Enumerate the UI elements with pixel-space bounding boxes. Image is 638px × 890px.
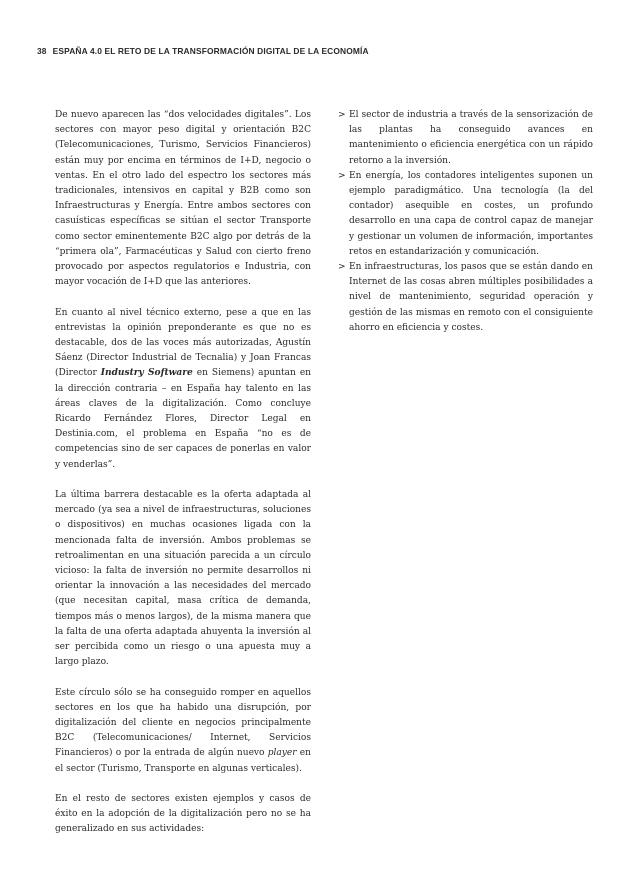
paragraph-nivel-tecnico: En cuanto al nivel técnico externo, pese a que en las entrevistas la opinión preponderante es que no es destacable, dos de las voces más autorizadas, Agustín Sáenz (Director Industrial de Tecnalia) y Joan Francas (Director Industry Software en Siemens) apuntan en la dirección contraria – en España hay talento en las áreas claves de la digitalización. Como concluye Ricardo Fernández Flores, Director Legal en Destinia.com, el problema en España “no es de competencias sino de ser capaces de ponerlas en valor y venderlas”. [55, 307, 311, 470]
paragraph-dos-velocidades: De nuevo aparecen las “dos velocidades digitales”. Los sectores con mayor peso digital y orientación B2C (Telecomunicaciones, Turismo, Servicios Financieros) están muy por encima en términos de I+D, negocio o ventas. En el otro lado del espectro los sectores más tradicionales, intensivos en capital y B2B como son Infraestructuras y Energía. Entre ambos sectores con casuísticas específicas se sitúan el sector Transporte como sector eminentemente B2C algo por detrás de la “primera ola”, Farmacéuticas y Salud con cierto freno provocado por aspectos regulatorios e Industria, con mayor vocación de I+D que las anteriores. [55, 110, 311, 288]
list-item-industria: > El sector de industria a través de la sensorización de las plantas ha conseguido avances en mantenimiento o eficiencia energética con un rápido retorno a la inversión. [338, 110, 593, 166]
list-item-infraestructuras: > En infraestructuras, los pasos que se están dando en Internet de las cosas abren múltiples posibilidades a nivel de mantenimiento, seguridad operación y gestión de las mismas en remoto con el consiguiente ahorro en eficiencia y costes. [338, 262, 593, 333]
paragraph-resto-sectores: En el resto de sectores existen ejemplos y casos de éxito en la adopción de la digitalización pero no se ha generalizado en sus actividades: [55, 794, 311, 835]
bullet-icon: > [338, 110, 346, 120]
sector-examples-list [338, 108, 593, 336]
list-item-energia: > En energía, los contadores inteligentes suponen un ejemplo paradigmático. Una tecnología (la del contador) asequible en costes, un profundo desarrollo en una capa de control capaz de manejar y gestionar un volumen de información, importantes retos en estandarización y comunicación. [338, 170, 593, 257]
industry-software-emphasis: Industry Software [100, 368, 193, 379]
page-number: 38 [37, 46, 47, 56]
bullet-icon: > [338, 170, 346, 181]
player-emphasis: player [267, 748, 297, 759]
paragraph-circulo: Este círculo sólo se ha conseguido romper en aquellos sectores en los que ha habido una disrupción, por digitalización del cliente en negocios principalmente B2C (Telecomunicaciones/ Internet, Servicios Financieros) o por la entrada de algún nuevo player en el sector (Turismo, Transporte en algunas verticales). [55, 687, 311, 774]
left-column [55, 108, 311, 853]
right-column [338, 108, 593, 336]
bullet-icon: > [338, 262, 346, 273]
paragraph-ultima-barrera: La última barrera destacable es la oferta adaptada al mercado (ya sea a nivel de infraestructuras, soluciones o dispositivos) en muchas ocasiones ligada con la mencionada falta de inversión. Ambos problemas se retroalimentan en una situación parecida a un círculo vicioso: la falta de inversión no permite desarrollos ni orientar la innovación a las necesidades del mercado (que necesitan capital, masa crítica de demanda, tiempos más o menos largos), de la misma manera que la falta de una oferta adaptada ahuyenta la inversión al ser percibida como un riesgo o una apuesta muy a largo plazo. [55, 490, 311, 668]
header-title: ESPAÑA 4.0 EL RETO DE LA TRANSFORMACIÓN DIGITAL DE LA ECONOMÍA [52, 46, 369, 56]
running-header [37, 46, 369, 56]
